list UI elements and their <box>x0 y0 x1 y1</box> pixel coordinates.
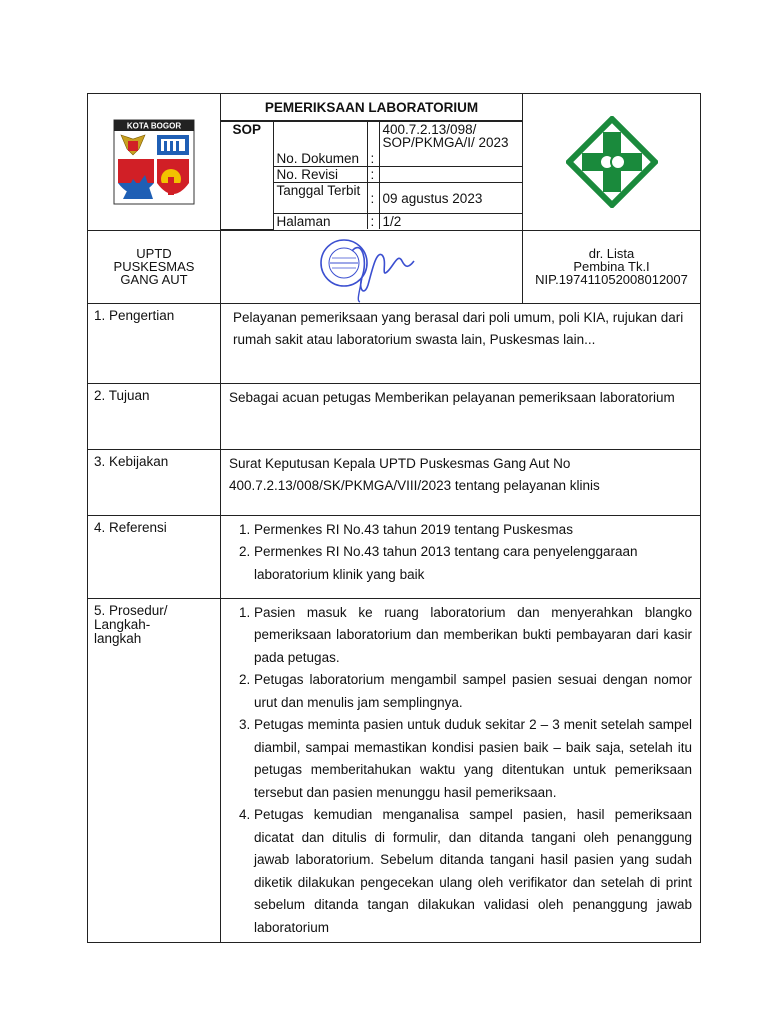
prosedur-step: 1. Pasien masuk ke ruang laboratorium dan menyerahkan blangko pemeriksaan laboratorium dan memberikan bukti pembayaran dari kasir pada petugas. <box>254 602 692 670</box>
section-label-tujuan: 2. Tujuan <box>88 383 221 449</box>
organization-cell <box>88 230 221 303</box>
section-label-pengertian: 1. Pengertian <box>88 303 221 383</box>
stamp-signature-cell <box>221 230 523 303</box>
field-sep: : <box>367 167 379 183</box>
field-label-no-dokumen: No. Dokumen <box>273 122 367 167</box>
field-value-no-dokumen: 400.7.2.13/098/ SOP/PKMGA/I/ 2023 <box>379 122 522 167</box>
section-content-prosedur <box>221 598 701 943</box>
stamp-signature-image <box>302 231 442 303</box>
prosedur-step: 2. Petugas laboratorium mengambil sampel pasien sesuai dengan nomor urut dan menulis jam semplingnya. <box>254 669 692 714</box>
section-text-pengertian: Pelayanan pemeriksaan yang berasal dari poli umum, poli KIA, rujukan dari rumah sakit atau laboratorium swasta lain, Puskesmas lain... <box>221 303 701 383</box>
sop-table <box>87 93 701 943</box>
referensi-item: 1. Permenkes RI No.43 tahun 2019 tentang Puskesmas <box>254 519 694 542</box>
section-label-kebijakan: 3. Kebijakan <box>88 449 221 515</box>
org-line-2: PUSKESMAS <box>113 259 195 274</box>
puskesmas-logo <box>566 116 658 208</box>
referensi-list <box>229 519 694 587</box>
city-logo-cell <box>88 94 221 231</box>
kota-bogor-logo <box>113 119 195 205</box>
field-sep: : <box>367 183 379 214</box>
section-text-kebijakan: Surat Keputusan Kepala UPTD Puskesmas Gang Aut No 400.7.2.13/008/SK/PKMGA/VIII/2023 tentang pelayanan klinis <box>221 449 701 515</box>
signer-rank: Pembina Tk.I <box>573 259 650 274</box>
org-line-3: GANG AUT <box>120 272 188 287</box>
document-title: PEMERIKSAAN LABORATORIUM <box>221 94 523 121</box>
field-sep: : <box>367 122 379 167</box>
field-sep: : <box>367 214 379 230</box>
sop-label: SOP <box>221 122 273 230</box>
org-line-1: UPTD <box>136 246 172 261</box>
field-value-halaman: 1/2 <box>379 214 522 230</box>
field-label-halaman: Halaman <box>273 214 367 230</box>
sop-document <box>87 93 700 943</box>
section-text-tujuan: Sebagai acuan petugas Memberikan pelayanan pemeriksaan laboratorium <box>221 383 701 449</box>
section-label-referensi: 4. Referensi <box>88 515 221 598</box>
prosedur-list <box>229 602 692 940</box>
logo-text: KOTA BOGOR <box>126 121 182 131</box>
field-value-tanggal-terbit: 09 agustus 2023 <box>379 183 522 214</box>
prosedur-step: 4. Petugas kemudian menganalisa sampel pasien, hasil pemeriksaan dicatat dan ditulis di formulir, dan ditanda tangani oleh penanggung jawab laboratorium. Sebelum ditanda tangani hasil pasien yang sudah diketik dilakukan pengecekan ulang oleh verifikator dan setelah di print sebelum ditanda tangan dilakukan validasi oleh penanggung jawab laboratorium <box>254 804 692 939</box>
field-label-tanggal-terbit: Tanggal Terbit <box>273 183 367 214</box>
referensi-item: 2. Permenkes RI No.43 tahun 2013 tentang cara penyelenggaraan laboratorium klinik yang baik <box>254 541 694 586</box>
document-info-table <box>221 121 522 230</box>
signer-cell <box>523 230 701 303</box>
prosedur-step: 3. Petugas meminta pasien untuk duduk sekitar 2 – 3 menit setelah sampel diambil, sampai memastikan kondisi pasien baik – baik saja, setelah itu petugas memberitahukan waktu yang ditentukan untuk pemeriksaan tersebut dan pasien menunggu hasil pemeriksaan. <box>254 714 692 804</box>
field-value-no-revisi <box>379 167 522 183</box>
puskesmas-logo-cell <box>523 94 701 231</box>
signer-name: dr. Lista <box>588 246 635 261</box>
field-label-no-revisi: No. Revisi <box>273 167 367 183</box>
section-label-prosedur: 5. Prosedur/ Langkah- langkah <box>88 598 221 943</box>
section-content-referensi <box>221 515 701 598</box>
document-info-cell <box>221 121 523 231</box>
signer-nip: NIP.197411052008012007 <box>535 272 688 287</box>
